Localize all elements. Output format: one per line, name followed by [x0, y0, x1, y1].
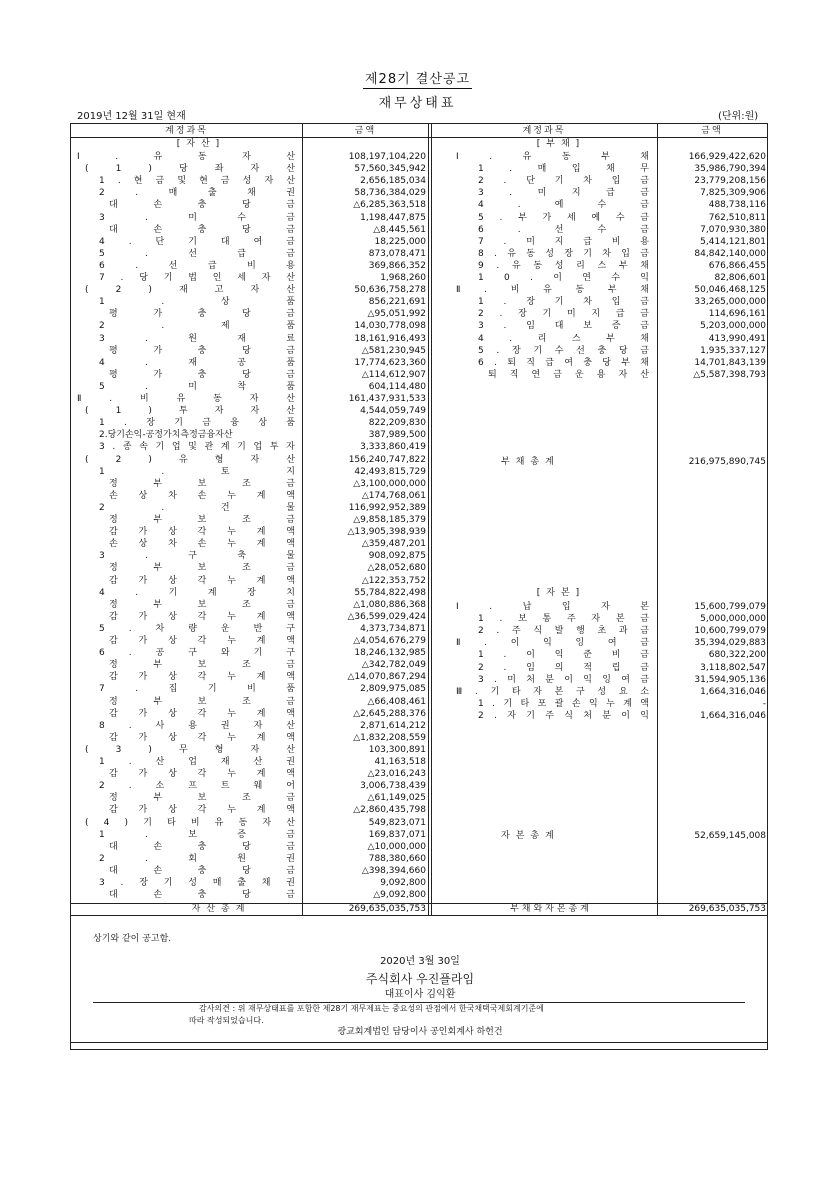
- account-amount: 7,825,309,906: [700, 188, 766, 199]
- account-amount: 680,322,200: [708, 650, 766, 661]
- account-amount: 84,842,140,000: [694, 248, 766, 259]
- footer-bottom-line: [71, 1042, 767, 1043]
- liability-row: [71, 369, 769, 382]
- account-label: 정 부 보 조 금: [109, 599, 295, 610]
- reporting-date: 2019년 12월 31일 현재: [77, 111, 186, 122]
- account-amount: △1,832,208,559: [353, 732, 426, 743]
- asset-row: [71, 526, 769, 539]
- section-liabilities: [부채]: [536, 139, 586, 149]
- account-label: 4 . 리 스 부 채: [478, 333, 649, 344]
- asset-row: [71, 575, 769, 588]
- account-amount: 10,600,799,079: [694, 626, 766, 637]
- account-amount: 908,092,875: [368, 551, 426, 562]
- liabilities-equity-total-label: 부채와자본총계: [510, 904, 592, 914]
- account-amount: △13,905,398,939: [347, 527, 426, 538]
- account-amount: 108,197,104,220: [348, 152, 426, 162]
- account-label: 감 가 상 각 누 계 액: [109, 672, 295, 683]
- account-amount: 114,696,161: [708, 309, 766, 320]
- account-amount: △2,860,435,798: [353, 805, 426, 816]
- account-amount: 1,968,260: [380, 273, 426, 283]
- asset-row: [71, 478, 769, 491]
- account-amount: △2,645,288,376: [353, 708, 426, 719]
- account-label: 평 가 충 당 금: [109, 345, 295, 356]
- asset-row: [71, 429, 769, 442]
- account-amount: △61,149,025: [367, 793, 426, 804]
- account-label: 2 . 매 출 채 권: [99, 188, 295, 199]
- account-amount: △6,285,363,518: [353, 200, 426, 211]
- account-label: 1 . 보 증 금: [99, 829, 295, 840]
- company-name: 주식회사 우진플라임: [365, 972, 475, 986]
- account-label: 정 부 보 조 금: [109, 563, 295, 574]
- asset-row: [71, 381, 769, 394]
- account-label: 감 가 상 각 누 계 액: [109, 636, 295, 646]
- account-label: 3 . 미 지 급 금: [478, 188, 649, 199]
- statement-title: 재무상태표: [378, 96, 457, 111]
- account-label: 감 가 상 각 누 계 액: [109, 769, 295, 780]
- equity-row: [71, 625, 769, 638]
- account-amount: 369,866,352: [368, 260, 426, 271]
- account-label: 2 . 회 원 권: [99, 853, 295, 864]
- account-amount: 1,935,337,127: [700, 345, 766, 356]
- account-amount: △359,487,201: [361, 539, 426, 550]
- account-label: 5 . 미 착 품: [99, 381, 295, 392]
- account-label: 3 . 미 처 분 이 익 잉 여 금: [478, 674, 649, 685]
- account-amount: 3,006,738,439: [360, 781, 426, 792]
- account-label: 1 . 매 입 채 무: [478, 164, 649, 175]
- account-amount: 58,736,384,029: [354, 188, 426, 199]
- account-amount: 169,837,071: [368, 829, 426, 840]
- liability-row: [71, 320, 769, 333]
- account-label: Ⅰ . 유 동 부 채: [456, 152, 649, 162]
- asset-row: [71, 393, 769, 406]
- asset-row: [71, 417, 769, 430]
- account-amount: 5,414,121,801: [700, 236, 766, 247]
- account-amount: △122,353,752: [361, 575, 426, 586]
- liability-row: [71, 357, 769, 370]
- asset-row: [71, 514, 769, 527]
- account-label: ( 2 ) 재 고 자 산: [85, 285, 295, 296]
- account-label: 3 . 종 속 기 업 및 관 계 기 업 투 자: [99, 442, 295, 453]
- account-label: 평 가 충 당 금: [109, 369, 295, 380]
- account-label: 3 . 임 대 보 증 금: [478, 321, 649, 332]
- equity-total-label: 자본총계: [501, 831, 560, 841]
- account-amount: 7,070,930,380: [700, 224, 766, 235]
- account-amount: △114,612,907: [361, 369, 426, 380]
- liability-row: [71, 212, 769, 225]
- liability-row: [71, 296, 769, 309]
- equity-row: [71, 710, 769, 723]
- liability-row: [71, 248, 769, 261]
- account-label: 정 부 보 조 금: [109, 793, 295, 804]
- asset-row: [71, 502, 769, 515]
- account-amount: △8,445,561: [373, 224, 426, 235]
- equity-row: [71, 637, 769, 650]
- account-label: ( 2 ) 유 형 자 산: [85, 454, 295, 465]
- account-label: ( 1 ) 당 좌 자 산: [85, 164, 295, 175]
- col-header-amount-left: 금액: [354, 126, 377, 136]
- account-amount: -: [762, 698, 766, 709]
- account-amount: 549,823,071: [368, 817, 426, 828]
- account-label: 대 손 충 당 금: [109, 841, 295, 852]
- account-label: 8 . 유 동 성 장 기 차 입 금: [478, 248, 649, 259]
- equity-row: [71, 613, 769, 626]
- asset-row: [71, 562, 769, 575]
- account-label: 1 . 산 업 재 산 권: [99, 757, 295, 767]
- account-amount: 17,774,623,360: [354, 357, 426, 368]
- account-amount: 82,806,601: [714, 273, 766, 283]
- audit-opinion: 감사의견 : 위 재무상태표를 포함한 제28기 재무제표는 중요성의 관점에서 한국채택국제회계기준에: [199, 1004, 544, 1013]
- account-amount: 5,000,000,000: [700, 614, 766, 625]
- asset-row: [71, 804, 769, 817]
- account-label: 대 손 충 당 금: [109, 865, 295, 876]
- account-label: 4 . 기 계 장 치: [99, 587, 295, 598]
- account-amount: 41,163,518: [374, 757, 426, 767]
- account-label: 7 . 집 기 비 품: [99, 684, 295, 695]
- account-label: 5 . 차 량 운 반 구: [99, 623, 295, 634]
- account-label: Ⅰ . 납 입 자 본: [456, 602, 649, 612]
- asset-row: [71, 490, 769, 503]
- account-amount: △23,016,243: [367, 769, 426, 780]
- balance-sheet-table: [70, 123, 768, 916]
- liability-row: [71, 199, 769, 212]
- asset-row: [71, 817, 769, 830]
- account-amount: 822,209,830: [368, 418, 426, 429]
- account-amount: 4,373,734,871: [360, 623, 426, 634]
- asset-row: [71, 865, 769, 878]
- asset-row: [71, 889, 769, 902]
- account-amount: 50,046,468,125: [694, 285, 766, 296]
- account-label: 1 . 기 타 포 괄 손 익 누 계 액: [478, 698, 649, 709]
- account-label: Ⅱ . 비 유 동 부 채: [456, 285, 649, 296]
- assets-total-label: 자산총계: [191, 904, 251, 914]
- account-amount: △4,054,676,279: [353, 636, 426, 646]
- asset-row: [71, 792, 769, 805]
- account-label: 4 . 재 공 품: [99, 357, 295, 368]
- liabilities-equity-total-amount: 269,635,035,753: [688, 904, 766, 914]
- account-amount: 762,510,811: [708, 212, 766, 223]
- account-amount: △174,768,061: [361, 490, 426, 501]
- account-label: 1 . 장 기 금 융 상 품: [99, 418, 295, 429]
- asset-row: [71, 587, 769, 600]
- account-label: Ⅰ . 유 동 자 산: [77, 152, 295, 162]
- account-label: 정 부 보 조 금: [109, 515, 295, 525]
- asset-row: [71, 405, 769, 418]
- liability-row: [71, 163, 769, 176]
- account-amount: 4,544,059,749: [360, 406, 426, 417]
- account-label: 5 . 선 급 금: [99, 248, 295, 259]
- account-label: 감 가 상 각 누 계 액: [109, 575, 295, 586]
- liability-row: [71, 187, 769, 200]
- col-header-amount-right: 금액: [701, 126, 723, 136]
- liability-row: [71, 224, 769, 237]
- col-header-account-left: 계정과목: [165, 126, 208, 136]
- liability-row: [71, 345, 769, 358]
- account-label: 감 가 상 각 누 계 액: [109, 732, 295, 743]
- liability-row: [71, 272, 769, 285]
- account-label: 1 0 . 이 연 수 익: [478, 273, 649, 283]
- account-amount: 57,560,345,942: [354, 164, 426, 175]
- account-amount: 2,809,975,085: [360, 684, 426, 695]
- account-amount: 18,246,132,985: [354, 648, 426, 659]
- account-amount: △581,230,945: [361, 345, 426, 356]
- account-amount: 873,078,471: [368, 248, 426, 259]
- account-label: 2.당기손익-공정가치측정금융자산: [99, 430, 233, 441]
- account-amount: 1,198,447,875: [360, 212, 426, 223]
- account-amount: △28,052,680: [367, 563, 426, 574]
- account-amount: △9,092,800: [373, 890, 426, 901]
- col-header-account-right: 계정과목: [522, 126, 566, 136]
- account-label: 3 . 구 축 물: [99, 551, 295, 562]
- account-label: 2 . 임 의 적 립 금: [478, 662, 649, 673]
- section-equity: [자본]: [536, 588, 586, 598]
- account-amount: 1,664,316,046: [700, 710, 766, 721]
- account-amount: 18,225,000: [374, 236, 426, 247]
- account-amount: △66,408,461: [367, 696, 426, 707]
- account-amount: 2,871,614,212: [360, 720, 426, 731]
- liability-row: [71, 284, 769, 297]
- account-label: 6 . 선 수 금: [478, 224, 649, 235]
- account-amount: 18,161,916,493: [354, 333, 426, 344]
- account-amount: 3,333,860,419: [360, 442, 426, 453]
- account-amount: 35,986,790,394: [694, 164, 766, 175]
- account-label: 6 . 선 급 비 용: [99, 260, 295, 271]
- liabilities-total-label: 부채총계: [501, 457, 560, 467]
- equity-row: [71, 601, 769, 614]
- account-amount: 413,990,491: [708, 333, 766, 344]
- account-label: 감 가 상 각 누 계 액: [109, 611, 295, 622]
- asset-row: [71, 780, 769, 793]
- account-label: 1 . 상 품: [99, 297, 295, 308]
- account-amount: 31,594,905,136: [694, 674, 766, 685]
- account-label: 1 . 장 기 차 입 금: [478, 297, 649, 308]
- account-label: 1 . 현 금 및 현 금 성 자 산: [99, 176, 295, 187]
- account-amount: 15,600,799,079: [694, 602, 766, 612]
- account-label: 감 가 상 각 누 계 액: [109, 708, 295, 719]
- account-label: 4 . 단 기 대 여 금: [99, 236, 295, 247]
- account-label: 정 부 보 조 금: [109, 660, 295, 671]
- notice-date: 2020년 3월 30일: [380, 956, 460, 967]
- account-label: 감 가 상 각 누 계 액: [109, 527, 295, 538]
- account-label: 1 . 보 통 주 자 본 금: [478, 614, 649, 625]
- account-label: ( 4 ) 기 타 비 유 동 자 산: [85, 817, 295, 828]
- notice-title: 제28기 결산공고: [364, 72, 471, 87]
- liability-row: [71, 333, 769, 346]
- account-label: 6 . 공 구 와 기 구: [99, 648, 295, 659]
- asset-row: [71, 853, 769, 866]
- account-label: 정 부 보 조 금: [109, 696, 295, 707]
- account-label: Ⅱ . 이 익 잉 여 금: [456, 638, 649, 649]
- account-amount: 55,784,822,498: [354, 587, 426, 598]
- equity-row: [71, 674, 769, 687]
- account-label: 손 상 차 손 누 계 액: [109, 490, 295, 501]
- account-label: ( 1 ) 투 자 자 산: [85, 406, 295, 417]
- account-label: 손 상 차 손 누 계 액: [109, 539, 295, 550]
- account-label: 2 . 소 프 트 웨 어: [99, 781, 295, 792]
- account-label: 3 . 원 재 료: [99, 333, 295, 344]
- liability-row: [71, 151, 769, 164]
- account-amount: 604,114,480: [368, 381, 426, 392]
- liability-row: [71, 308, 769, 321]
- account-label: Ⅲ . 기 타 자 본 구 성 요 소: [456, 686, 649, 697]
- account-amount: 3,118,802,547: [700, 662, 766, 673]
- account-label: 2 . 자 기 주 식 처 분 이 익: [478, 710, 649, 721]
- account-label: 정 부 보 조 금: [109, 478, 295, 489]
- account-label: 8 . 사 용 권 자 산: [99, 720, 295, 731]
- asset-row: [71, 768, 769, 781]
- auditor-name: 광교회계법인 담당이사 공인회계사 하헌건: [337, 1027, 503, 1037]
- account-label: 감 가 상 각 누 계 액: [109, 805, 295, 816]
- account-amount: △95,051,992: [367, 309, 426, 320]
- account-amount: △14,070,867,294: [347, 672, 426, 683]
- account-amount: △3,100,000,000: [353, 478, 426, 489]
- account-amount: △398,394,660: [361, 865, 426, 876]
- audit-opinion-cont: 따라 작성되었습니다.: [189, 1016, 264, 1025]
- account-label: 7 . 당 기 법 인 세 자 산: [99, 273, 295, 283]
- account-label: 6 . 퇴 직 급 여 충 당 부 채: [478, 357, 649, 368]
- account-amount: △9,858,185,379: [353, 515, 426, 525]
- account-label: 2 . 건 물: [99, 502, 295, 513]
- equity-row: [71, 649, 769, 662]
- asset-row: [71, 732, 769, 745]
- account-amount: 488,738,116: [708, 200, 766, 211]
- account-amount: 14,030,778,098: [354, 321, 426, 332]
- account-amount: 161,437,931,533: [348, 394, 426, 404]
- account-label: 3 . 미 수 금: [99, 212, 295, 223]
- account-label: 3 . 장 기 성 매 출 채 권: [99, 878, 295, 888]
- account-amount: 116,992,952,389: [348, 502, 426, 513]
- account-label: 2 . 단 기 차 입 금: [478, 176, 649, 187]
- account-label: 4 . 예 수 금: [478, 200, 649, 211]
- account-amount: 50,636,758,278: [354, 285, 426, 296]
- equity-row: [71, 686, 769, 699]
- account-amount: 103,300,891: [368, 744, 426, 755]
- account-amount: 1,664,316,046: [700, 686, 766, 697]
- equity-total-amount: 52,659,145,008: [694, 831, 766, 841]
- asset-row: [71, 877, 769, 890]
- account-amount: 5,203,000,000: [700, 321, 766, 332]
- account-label: 5 . 부 가 세 예 수 금: [478, 212, 649, 223]
- account-amount: 166,929,422,620: [688, 152, 766, 162]
- section-assets: [자산]: [176, 139, 226, 149]
- account-label: 2 . 장 기 미 지 급 금: [478, 309, 649, 320]
- account-label: 평 가 충 당 금: [109, 309, 295, 320]
- asset-row: [71, 441, 769, 454]
- account-amount: 9,092,800: [380, 878, 426, 888]
- account-amount: 14,701,843,139: [694, 357, 766, 368]
- equity-row: [71, 698, 769, 711]
- account-label: 퇴 직 연 금 운 용 자 산: [488, 369, 649, 380]
- account-amount: 676,866,455: [708, 260, 766, 271]
- notice-text: 상기와 같이 공고함.: [93, 934, 172, 944]
- account-label: 5 . 장 기 수 선 충 당 금: [478, 345, 649, 356]
- account-label: 1 . 이 익 준 비 금: [478, 650, 649, 661]
- account-amount: △5,587,398,793: [693, 369, 766, 380]
- notice-footer: [70, 916, 768, 1050]
- asset-row: [71, 538, 769, 551]
- liability-row: [71, 175, 769, 188]
- account-amount: 788,380,660: [368, 853, 426, 864]
- account-label: 2 . 주 식 발 행 초 과 금: [478, 626, 649, 637]
- account-label: 2 . 제 품: [99, 321, 295, 332]
- account-amount: △342,782,049: [361, 660, 426, 671]
- account-amount: △10,000,000: [367, 841, 426, 852]
- account-label: 대 손 충 당 금: [109, 890, 295, 901]
- account-amount: 387,989,500: [368, 430, 426, 441]
- account-amount: 23,779,208,156: [694, 176, 766, 187]
- account-amount: 2,656,185,034: [360, 176, 426, 187]
- asset-row: [71, 744, 769, 757]
- account-amount: 856,221,691: [368, 297, 426, 308]
- account-label: 대 손 충 당 금: [109, 200, 295, 211]
- account-amount: △36,599,029,424: [347, 611, 426, 622]
- account-label: 7 . 미 지 급 비 용: [478, 236, 649, 247]
- account-label: Ⅱ . 비 유 동 자 산: [77, 394, 295, 404]
- account-amount: 42,493,815,729: [354, 466, 426, 477]
- account-label: 1 . 토 지: [99, 466, 295, 477]
- account-label: 대 손 충 당 금: [109, 224, 295, 235]
- asset-row: [71, 756, 769, 769]
- liability-row: [71, 236, 769, 249]
- liability-row: [71, 260, 769, 273]
- liabilities-total-amount: 216,975,890,745: [688, 457, 766, 467]
- asset-row: [71, 550, 769, 563]
- currency-unit: (단위:원): [718, 111, 759, 122]
- account-amount: 156,240,747,822: [348, 454, 426, 465]
- account-label: ( 3 ) 무 형 자 산: [85, 744, 295, 755]
- account-amount: 33,265,000,000: [694, 297, 766, 308]
- equity-row: [71, 662, 769, 675]
- account-amount: 35,394,029,883: [694, 638, 766, 649]
- assets-total-amount: 269,635,035,753: [348, 904, 426, 914]
- account-amount: △1,080,886,368: [353, 599, 426, 610]
- ceo-name: 대표이사 김익환: [384, 989, 456, 1000]
- account-label: 9 . 유 동 성 리 스 부 채: [478, 260, 649, 271]
